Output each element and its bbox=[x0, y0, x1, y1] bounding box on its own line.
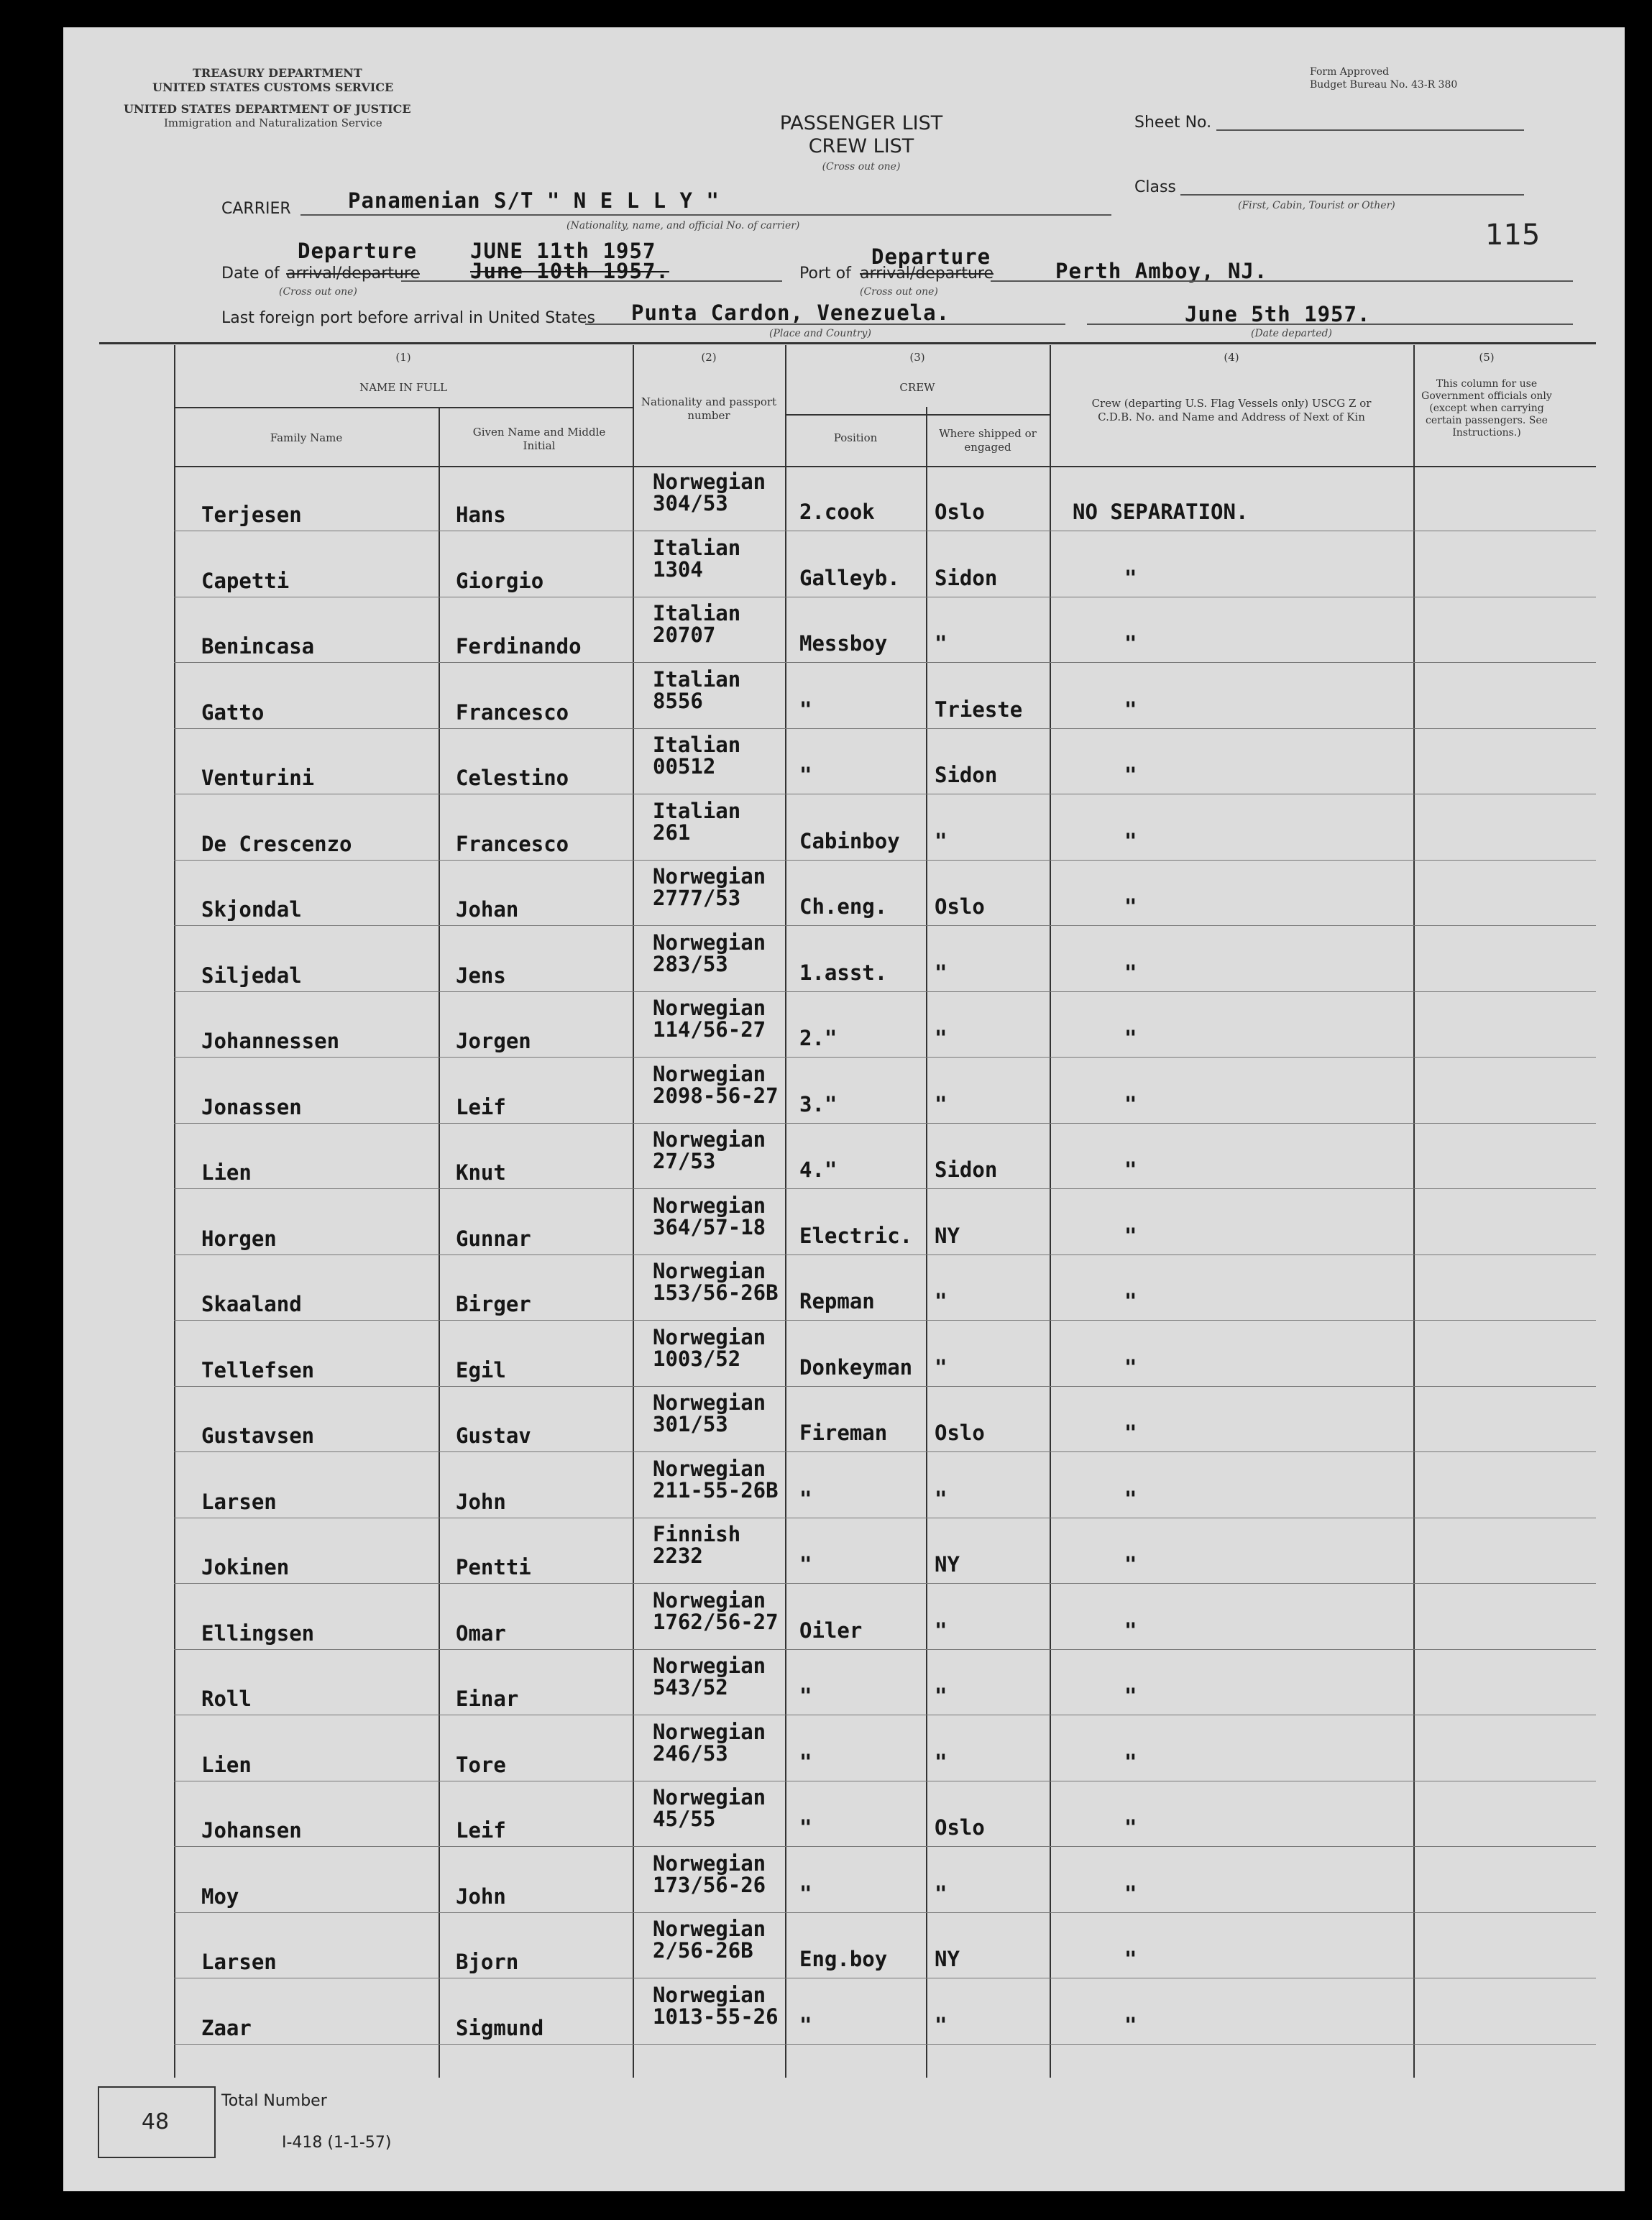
next-of-kin: " bbox=[1124, 1223, 1137, 1248]
nationality: Italian bbox=[653, 733, 741, 757]
total-value: 48 bbox=[141, 2109, 170, 2134]
row-rule bbox=[174, 1846, 1596, 1847]
col2-number: (2) bbox=[701, 351, 717, 364]
port-note: (Cross out one) bbox=[860, 286, 938, 298]
family-name: Terjesen bbox=[201, 503, 302, 527]
nationality: Norwegian bbox=[653, 1587, 766, 1613]
position: " bbox=[799, 2012, 812, 2037]
row-rule bbox=[174, 991, 1596, 992]
agency-line-1: TREASURY DEPARTMENT bbox=[193, 66, 362, 80]
col4-number: (4) bbox=[1224, 351, 1239, 364]
departed-line bbox=[1087, 324, 1573, 325]
where-shipped: Trieste bbox=[935, 697, 1023, 722]
passport-number: 283/53 bbox=[653, 951, 728, 976]
passport-number: 153/56-26B bbox=[653, 1280, 779, 1305]
nationality: Norwegian bbox=[653, 1390, 766, 1415]
next-of-kin: " bbox=[1124, 1947, 1137, 1971]
passport-number: 364/57-18 bbox=[653, 1214, 766, 1239]
passport-number: 1003/52 bbox=[653, 1346, 741, 1371]
last-port-value: Punta Cardon, Venezuela. bbox=[631, 301, 950, 325]
position: 1.asst. bbox=[799, 960, 888, 985]
family-name: Jokinen bbox=[201, 1555, 290, 1579]
header-rule bbox=[99, 342, 1596, 344]
next-of-kin: " bbox=[1124, 1486, 1137, 1511]
family-name: Lien bbox=[201, 1752, 252, 1777]
agency-line-2: UNITED STATES CUSTOMS SERVICE bbox=[152, 81, 394, 94]
family-name: Horgen bbox=[201, 1226, 277, 1251]
passport-number: 114/56-27 bbox=[653, 1017, 766, 1042]
row-rule bbox=[174, 1451, 1596, 1452]
next-of-kin: " bbox=[1124, 697, 1137, 722]
row-rule bbox=[174, 1320, 1596, 1321]
passport-number: 45/55 bbox=[653, 1807, 716, 1831]
next-of-kin: " bbox=[1124, 960, 1137, 985]
position: Cabinboy bbox=[799, 828, 900, 853]
nationality: Italian bbox=[653, 535, 741, 560]
given-name: Gustav bbox=[456, 1423, 531, 1448]
where-shipped: " bbox=[935, 1749, 947, 1774]
next-of-kin: " bbox=[1124, 1881, 1137, 1906]
where-shipped: NY bbox=[935, 1223, 960, 1248]
carrier-line bbox=[300, 214, 1111, 216]
passport-number: 2/56-26B bbox=[653, 1938, 753, 1963]
where-shipped: " bbox=[935, 631, 947, 656]
next-of-kin: NO SEPARATION. bbox=[1073, 500, 1249, 524]
position: Eng.boy bbox=[799, 1947, 888, 1971]
family-name: Roll bbox=[201, 1687, 252, 1711]
passport-number: 2232 bbox=[653, 1544, 703, 1568]
where-shipped: " bbox=[935, 1618, 947, 1643]
where-shipped: " bbox=[935, 1026, 947, 1050]
budget-bureau: Budget Bureau No. 43-R 380 bbox=[1310, 79, 1458, 91]
position: " bbox=[799, 763, 812, 787]
col3-title: CREW bbox=[899, 381, 935, 394]
family-name: Ellingsen bbox=[201, 1620, 315, 1646]
col-shipped-header: Where shipped or engaged bbox=[939, 427, 1037, 454]
passport-number: 1013-55-26 bbox=[653, 2004, 779, 2029]
position: 3." bbox=[799, 1091, 838, 1116]
where-shipped: Oslo bbox=[935, 1815, 985, 1840]
sheet-label: Sheet No. bbox=[1134, 114, 1212, 132]
last-port-line bbox=[585, 324, 1065, 325]
col5-title: This column for use Government officials only (except when carrying certain passengers. See Instructions.) bbox=[1421, 378, 1552, 439]
position: " bbox=[799, 1552, 812, 1577]
passport-number: 304/53 bbox=[653, 491, 728, 515]
family-name: Capetti bbox=[201, 568, 290, 593]
nationality: Norwegian bbox=[653, 469, 766, 494]
last-port-label: Last foreign port before arrival in United States bbox=[221, 309, 595, 327]
carrier-label: CARRIER bbox=[221, 200, 291, 218]
where-shipped: Oslo bbox=[935, 894, 985, 919]
passport-number: 173/56-26 bbox=[653, 1872, 766, 1897]
next-of-kin: " bbox=[1124, 1618, 1137, 1643]
date-label: Date of bbox=[221, 265, 280, 283]
departed-note: (Date departed) bbox=[1251, 328, 1332, 339]
last-port-note: (Place and Country) bbox=[769, 328, 871, 339]
row-rule bbox=[174, 662, 1596, 663]
next-of-kin: " bbox=[1124, 1421, 1137, 1445]
where-shipped: " bbox=[935, 1881, 947, 1906]
where-shipped: Sidon bbox=[935, 763, 998, 787]
passport-number: 2777/53 bbox=[653, 886, 741, 910]
col-family-header: Family Name bbox=[270, 431, 343, 444]
family-name: Lien bbox=[201, 1160, 252, 1185]
next-of-kin: " bbox=[1124, 1684, 1137, 1708]
given-name: Sigmund bbox=[456, 2015, 544, 2040]
port-line bbox=[991, 280, 1573, 282]
passport-number: 261 bbox=[653, 820, 691, 845]
where-shipped: Oslo bbox=[935, 500, 985, 524]
col1-title: NAME IN FULL bbox=[359, 381, 447, 394]
nationality: Norwegian bbox=[653, 864, 766, 889]
family-name: Skaaland bbox=[201, 1292, 302, 1316]
agency-line-4: Immigration and Naturalization Service bbox=[164, 116, 382, 129]
given-name: Hans bbox=[456, 503, 506, 527]
next-of-kin: " bbox=[1124, 1026, 1137, 1050]
family-name: Tellefsen bbox=[201, 1357, 315, 1382]
next-of-kin: " bbox=[1124, 1289, 1137, 1313]
nationality: Norwegian bbox=[653, 1982, 766, 2007]
given-name: Bjorn bbox=[456, 1950, 519, 1974]
col3-number: (3) bbox=[909, 351, 925, 364]
given-name: Celestino bbox=[456, 766, 569, 790]
given-name: Leif bbox=[456, 1818, 506, 1843]
next-of-kin: " bbox=[1124, 1091, 1137, 1116]
family-name: Gustavsen bbox=[201, 1423, 315, 1448]
port-struck: arrival/departure bbox=[860, 265, 994, 283]
given-name: John bbox=[456, 1884, 506, 1909]
given-name: Francesco bbox=[456, 700, 569, 725]
next-of-kin: " bbox=[1124, 828, 1137, 853]
row-rule bbox=[174, 860, 1596, 861]
family-name: Johannessen bbox=[201, 1029, 340, 1053]
nationality: Finnish bbox=[653, 1522, 741, 1546]
passport-number: 20707 bbox=[653, 623, 716, 647]
sheet-line bbox=[1216, 129, 1524, 131]
next-of-kin: " bbox=[1124, 631, 1137, 656]
row-rule bbox=[174, 1188, 1596, 1189]
nationality: Norwegian bbox=[653, 1259, 766, 1283]
position: Galleyb. bbox=[799, 565, 900, 590]
given-name: Giorgio bbox=[456, 568, 544, 593]
passport-number: 1304 bbox=[653, 556, 703, 582]
given-name: Birger bbox=[456, 1292, 531, 1316]
where-shipped: " bbox=[935, 1486, 947, 1511]
class-line bbox=[1180, 194, 1524, 196]
next-of-kin: " bbox=[1124, 2012, 1137, 2037]
passport-number: 8556 bbox=[653, 688, 703, 713]
row-rule bbox=[174, 1649, 1596, 1650]
port-label: Port of bbox=[799, 265, 851, 283]
col-given-header: Given Name and Middle Initial bbox=[472, 426, 606, 452]
where-shipped: " bbox=[935, 1289, 947, 1313]
row-rule bbox=[174, 1123, 1596, 1124]
date-line bbox=[401, 280, 782, 282]
row-rule bbox=[174, 2044, 1596, 2045]
class-note: (First, Cabin, Tourist or Other) bbox=[1238, 200, 1395, 211]
nationality: Norwegian bbox=[653, 1061, 766, 1086]
passport-number: 1762/56-27 bbox=[653, 1609, 779, 1634]
position: Oiler bbox=[799, 1618, 863, 1643]
given-name: Jens bbox=[456, 963, 506, 988]
where-shipped: " bbox=[935, 1091, 947, 1116]
given-name: Egil bbox=[456, 1357, 506, 1382]
family-name: Johansen bbox=[201, 1818, 302, 1843]
family-name: Moy bbox=[201, 1884, 239, 1909]
family-name: Gatto bbox=[201, 700, 265, 725]
position: Fireman bbox=[799, 1421, 888, 1445]
family-name: Siljedal bbox=[201, 963, 302, 988]
nationality: Norwegian bbox=[653, 1653, 766, 1678]
given-name: Johan bbox=[456, 897, 519, 922]
next-of-kin: " bbox=[1124, 894, 1137, 919]
position: Repman bbox=[799, 1289, 875, 1313]
given-name: Tore bbox=[456, 1752, 506, 1777]
given-name: Ferdinando bbox=[456, 634, 582, 659]
next-of-kin: " bbox=[1124, 1157, 1137, 1182]
form-approved: Form Approved bbox=[1310, 66, 1390, 78]
nationality: Norwegian bbox=[653, 1719, 766, 1744]
nationality: Norwegian bbox=[653, 930, 766, 955]
next-of-kin: " bbox=[1124, 1749, 1137, 1774]
passport-number: 543/52 bbox=[653, 1675, 728, 1700]
date-struck: arrival/departure bbox=[286, 265, 420, 283]
given-name: Omar bbox=[456, 1620, 506, 1646]
nationality: Italian bbox=[653, 601, 741, 625]
next-of-kin: " bbox=[1124, 1552, 1137, 1577]
nationality: Norwegian bbox=[653, 1127, 766, 1152]
next-of-kin: " bbox=[1124, 1354, 1137, 1380]
agency-line-3: UNITED STATES DEPARTMENT OF JUSTICE bbox=[124, 102, 411, 116]
family-name: Larsen bbox=[201, 1950, 277, 1974]
where-shipped: Sidon bbox=[935, 565, 998, 590]
total-label: Total Number bbox=[221, 2092, 327, 2110]
where-shipped: Sidon bbox=[935, 1157, 998, 1182]
family-name: Larsen bbox=[201, 1489, 277, 1514]
where-shipped: Oslo bbox=[935, 1421, 985, 1445]
title-note: (Cross out one) bbox=[822, 161, 901, 173]
given-name: Gunnar bbox=[456, 1226, 531, 1251]
position: " bbox=[799, 697, 812, 722]
col1-number: (1) bbox=[395, 351, 411, 364]
title-crew-list: CREW LIST bbox=[808, 135, 914, 157]
passport-number: 00512 bbox=[653, 754, 716, 779]
family-name: Zaar bbox=[201, 2015, 252, 2040]
col2-title: Nationality and passport number bbox=[641, 395, 777, 422]
family-name: Skjondal bbox=[201, 897, 302, 922]
position: " bbox=[799, 1815, 812, 1840]
nationality: Norwegian bbox=[653, 1193, 766, 1218]
where-shipped: NY bbox=[935, 1947, 960, 1971]
row-rule bbox=[174, 1912, 1596, 1913]
family-name: De Crescenzo bbox=[201, 831, 352, 856]
row-rule bbox=[174, 1057, 1596, 1058]
where-shipped: " bbox=[935, 828, 947, 853]
next-of-kin: " bbox=[1124, 565, 1137, 590]
position: " bbox=[799, 1749, 812, 1774]
carrier-value: Panamenian S/T " N E L L Y " bbox=[348, 188, 720, 213]
next-of-kin: " bbox=[1124, 763, 1137, 787]
family-name: Jonassen bbox=[201, 1094, 302, 1119]
date-value: JUNE 11th 1957 bbox=[470, 239, 656, 263]
port-value: Perth Amboy, NJ. bbox=[1055, 259, 1268, 283]
class-label: Class bbox=[1134, 178, 1176, 196]
position: " bbox=[799, 1881, 812, 1906]
nationality: Norwegian bbox=[653, 1785, 766, 1810]
col5-number: (5) bbox=[1479, 351, 1495, 364]
nationality: Norwegian bbox=[653, 996, 766, 1020]
nationality: Norwegian bbox=[653, 1456, 766, 1481]
nationality: Norwegian bbox=[653, 1324, 766, 1349]
position: 4." bbox=[799, 1157, 838, 1182]
family-name: Venturini bbox=[201, 766, 315, 790]
next-of-kin: " bbox=[1124, 1815, 1137, 1840]
passport-number: 246/53 bbox=[653, 1740, 728, 1766]
where-shipped: " bbox=[935, 960, 947, 985]
title-passenger-list: PASSENGER LIST bbox=[779, 112, 943, 134]
given-name: Francesco bbox=[456, 831, 569, 856]
position: Electric. bbox=[799, 1223, 913, 1248]
document-page bbox=[63, 27, 1625, 2191]
passport-number: 2098-56-27 bbox=[653, 1083, 779, 1108]
position: Ch.eng. bbox=[799, 894, 888, 919]
row-rule bbox=[174, 728, 1596, 729]
passport-number: 211-55-26B bbox=[653, 1477, 779, 1503]
where-shipped: " bbox=[935, 1354, 947, 1380]
position: " bbox=[799, 1684, 812, 1708]
given-name: Knut bbox=[456, 1160, 506, 1185]
position: 2." bbox=[799, 1026, 838, 1050]
date-note: (Cross out one) bbox=[279, 286, 357, 298]
position: Donkeyman bbox=[799, 1354, 913, 1380]
where-shipped: NY bbox=[935, 1552, 960, 1577]
row-rule bbox=[174, 925, 1596, 926]
carrier-note: (Nationality, name, and official No. of carrier) bbox=[566, 220, 800, 231]
given-name: Einar bbox=[456, 1687, 519, 1711]
date-value-struck: June 10th 1957. bbox=[470, 259, 669, 283]
col4-title: Crew (departing U.S. Flag Vessels only) USCG Z or C.D.B. No. and Name and Address of Next of Kin bbox=[1091, 397, 1372, 423]
form-number: I-418 (1-1-57) bbox=[282, 2134, 392, 2152]
given-name: John bbox=[456, 1489, 506, 1514]
position: " bbox=[799, 1486, 812, 1511]
given-name: Leif bbox=[456, 1094, 506, 1119]
port-typed-over: Departure bbox=[871, 244, 991, 269]
passport-number: 301/53 bbox=[653, 1412, 728, 1436]
where-shipped: " bbox=[935, 2012, 947, 2037]
nationality: Norwegian bbox=[653, 1850, 766, 1876]
row-rule bbox=[174, 1386, 1596, 1387]
nationality: Italian bbox=[653, 798, 741, 823]
nationality: Norwegian bbox=[653, 1917, 766, 1941]
where-shipped: " bbox=[935, 1684, 947, 1708]
row-rule bbox=[174, 1583, 1596, 1584]
given-name: Jorgen bbox=[456, 1029, 531, 1053]
date-typed-over: Departure bbox=[298, 239, 418, 263]
page-number: 115 bbox=[1485, 219, 1541, 252]
position: 2.cook bbox=[799, 500, 875, 524]
departed-value: June 5th 1957. bbox=[1185, 302, 1371, 326]
position: Messboy bbox=[799, 631, 888, 656]
col-position-header: Position bbox=[833, 431, 878, 444]
given-name: Pentti bbox=[456, 1555, 531, 1579]
nationality: Italian bbox=[653, 666, 741, 692]
family-name: Benincasa bbox=[201, 634, 315, 659]
passport-number: 27/53 bbox=[653, 1149, 716, 1173]
